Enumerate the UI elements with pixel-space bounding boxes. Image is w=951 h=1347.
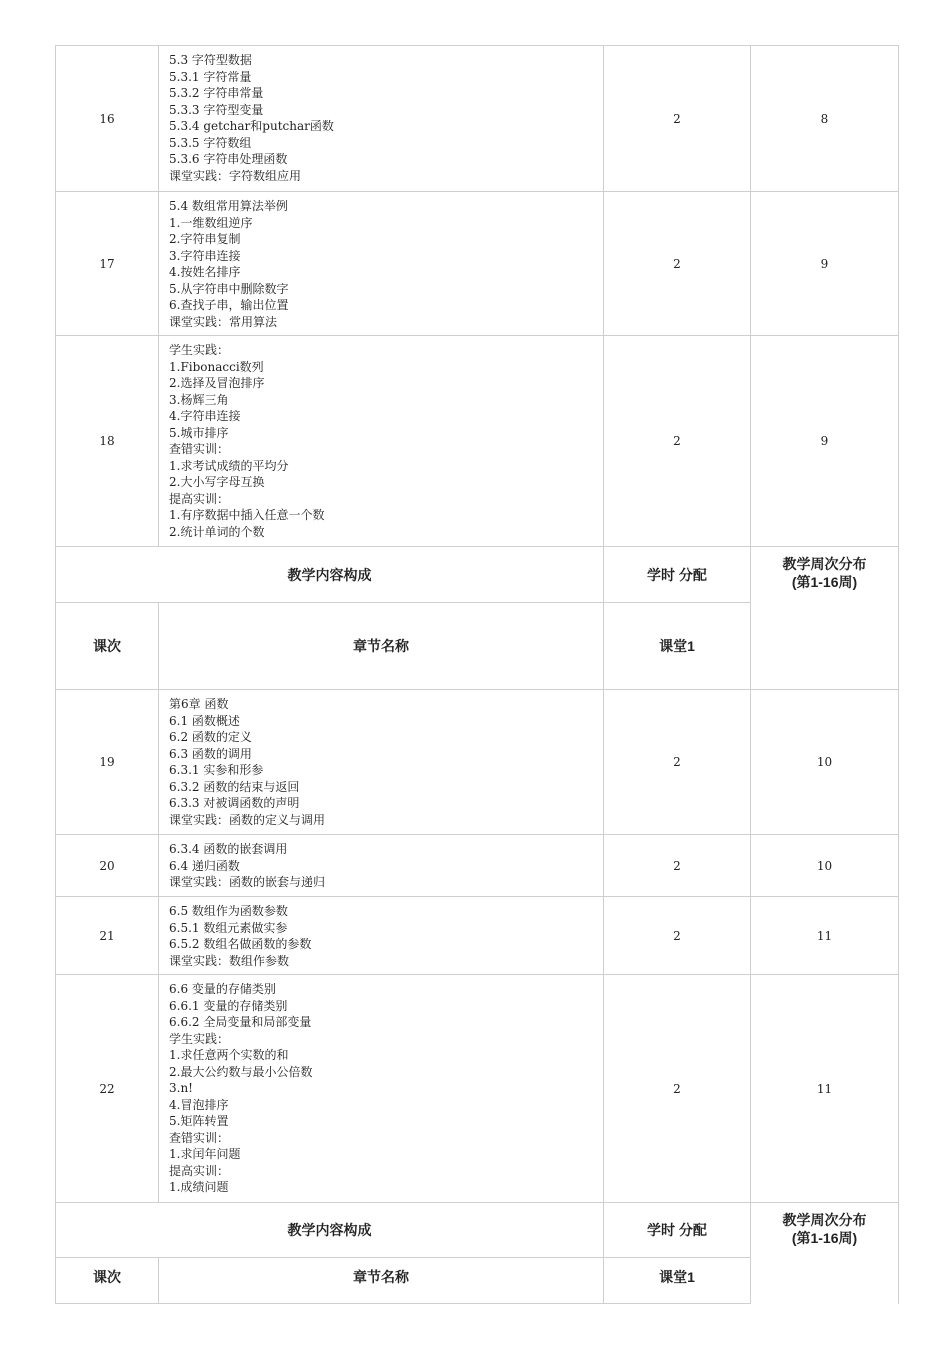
lesson-number: 16 [56,46,159,192]
content-line: 3.字符串连接 [169,248,241,263]
schedule-table [55,45,899,1304]
content-line: 6.6.1 变量的存储类别 [169,998,288,1013]
content-line: 6.6.2 全局变量和局部变量 [169,1015,312,1029]
content-line: 6.3.4 函数的嵌套调用 [169,842,288,856]
lesson-number: 22 [56,975,159,1203]
content-line: 5.从字符串中删除数字 [169,281,289,296]
lesson-column-header: 课次 [56,603,159,690]
content-line: 1.求任意两个实数的和 [169,1048,289,1062]
content-line: 课堂实践：字符数组应用 [169,168,302,183]
content-line: 6.查找子串，输出位置 [169,298,289,312]
content-line: 1.一维数组逆序 [169,215,253,230]
content-line: 6.3.1 实参和形参 [169,763,264,777]
content-line: 6.1 函数概述 [169,713,240,728]
lesson-week: 10 [751,835,899,897]
content-line: 课堂实践：数组作参数 [169,953,290,968]
content-line: 1.求考试成绩的平均分 [169,458,289,473]
lesson-week: 8 [751,46,899,192]
content-line: 6.3.2 函数的结束与返回 [169,779,300,794]
table-row [56,690,899,835]
content-line: 3.杨辉三角 [169,392,229,407]
table-row [56,897,899,975]
weeks-header-line: (第1-16周) [791,1230,858,1246]
lesson-hours: 2 [604,835,751,897]
table-row [56,46,899,192]
class-column-header: 课堂1 [604,603,751,690]
content-line: 5.3.2 字符串常量 [169,86,264,100]
lesson-content [159,46,604,192]
lesson-number: 17 [56,192,159,336]
lesson-week: 11 [751,897,899,975]
content-line: 3.n! [169,1081,193,1095]
content-line: 6.3 函数的调用 [169,746,252,761]
lesson-number: 18 [56,336,159,547]
content-line: 查错实训： [169,442,230,456]
content-line: 2.统计单词的个数 [169,524,265,539]
hours-header: 学时 分配 [604,1203,751,1258]
content-line: 提高实训： [169,491,230,506]
content-line: 提高实训： [169,1163,230,1178]
lesson-content [159,690,604,835]
table-row [56,835,899,897]
lesson-week: 10 [751,690,899,835]
content-line: 第6章 函数 [169,697,229,711]
lesson-hours: 2 [604,897,751,975]
lesson-hours: 2 [604,690,751,835]
lesson-column-header: 课次 [56,1258,159,1304]
lesson-content [159,897,604,975]
content-line: 6.5.2 数组名做函数的参数 [169,937,312,951]
content-line: 课堂实践：函数的定义与调用 [169,812,326,827]
lesson-week: 11 [751,975,899,1203]
header-row [56,1203,899,1258]
chapter-column-header: 章节名称 [159,1258,604,1304]
content-line: 6.4 递归函数 [169,858,240,873]
content-line: 2.大小写字母互换 [169,475,265,489]
lesson-week: 9 [751,192,899,336]
content-line: 2.选择及冒泡排序 [169,376,265,390]
table-row [56,192,899,336]
table-row [56,975,899,1203]
content-line: 2.字符串复制 [169,232,241,246]
content-line: 4.按姓名排序 [169,265,241,279]
class-column-header: 课堂1 [604,1258,751,1304]
content-line: 4.冒泡排序 [169,1097,229,1112]
content-header: 教学内容构成 [56,1203,604,1258]
lesson-content [159,192,604,336]
content-header: 教学内容构成 [56,547,604,603]
weeks-header-line: 教学周次分布 [782,556,867,572]
content-line: 学生实践： [169,1031,230,1046]
lesson-hours: 2 [604,46,751,192]
content-line: 5.城市排序 [169,425,229,440]
content-line: 5.3.6 字符串处理函数 [169,152,288,166]
weeks-header [751,547,899,690]
content-line: 2.最大公约数与最小公倍数 [169,1064,313,1079]
content-line: 6.5 数组作为函数参数 [169,904,288,918]
lesson-hours: 2 [604,975,751,1203]
lesson-hours: 2 [604,192,751,336]
weeks-header [751,1203,899,1304]
content-line: 5.矩阵转置 [169,1114,229,1128]
content-line: 5.4 数组常用算法举例 [169,199,288,213]
content-line: 5.3.4 getchar和putchar函数 [169,119,334,133]
content-line: 1.成绩问题 [169,1180,229,1194]
lesson-week: 9 [751,336,899,547]
content-line: 1.求闰年问题 [169,1147,241,1161]
content-line: 5.3.5 字符数组 [169,135,252,150]
content-line: 查错实训： [169,1130,230,1145]
content-line: 学生实践： [169,343,230,357]
content-line: 1.Fibonacci数列 [169,359,264,374]
content-line: 5.3.3 字符型变量 [169,102,264,117]
lesson-number: 20 [56,835,159,897]
hours-header: 学时 分配 [604,547,751,603]
content-line: 5.3 字符型数据 [169,53,252,67]
lesson-content [159,975,604,1203]
lesson-number: 19 [56,690,159,835]
chapter-column-header: 章节名称 [159,603,604,690]
content-line: 5.3.1 字符常量 [169,69,252,84]
lesson-content [159,336,604,547]
table-row [56,336,899,547]
content-line: 4.字符串连接 [169,409,241,423]
lesson-number: 21 [56,897,159,975]
content-line: 6.5.1 数组元素做实参 [169,920,288,935]
content-line: 课堂实践：常用算法 [169,314,278,329]
lesson-content [159,835,604,897]
weeks-header-line: 教学周次分布 [782,1212,867,1228]
weeks-header-line: (第1-16周) [791,574,858,590]
header-row [56,547,899,603]
lesson-hours: 2 [604,336,751,547]
content-line: 6.6 变量的存储类别 [169,982,276,996]
content-line: 1.有序数据中插入任意一个数 [169,508,325,522]
content-line: 课堂实践：函数的嵌套与递归 [169,875,326,889]
content-line: 6.2 函数的定义 [169,730,252,744]
content-line: 6.3.3 对被调函数的声明 [169,796,300,810]
